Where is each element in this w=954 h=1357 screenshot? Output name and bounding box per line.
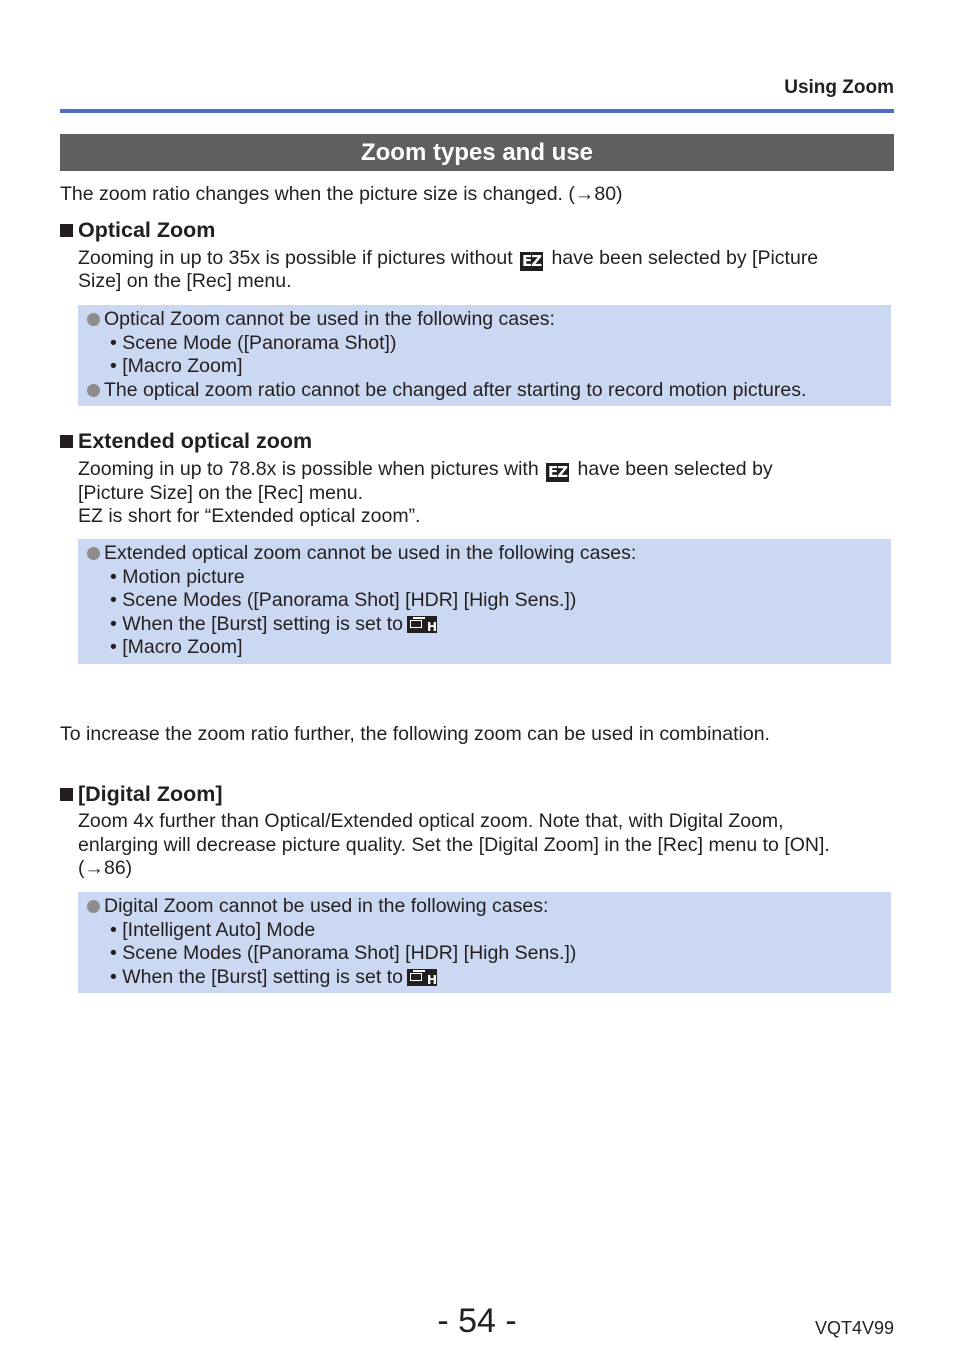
optical-zoom-body-line2: Size] on the [Rec] menu.: [78, 270, 292, 292]
extended-zoom-body-line3: EZ is short for “Extended optical zoom”.: [78, 505, 421, 527]
note-line: [87, 542, 891, 566]
digital-zoom-heading: [60, 781, 223, 807]
header-rule: [60, 109, 894, 113]
extended-body-text-post: have been selected by: [577, 458, 773, 480]
note-line: [87, 895, 891, 919]
note-line: • [Intelligent Auto] Mode: [110, 918, 316, 941]
ez-icon: EZ: [522, 252, 542, 270]
digital-zoom-heading-text: [Digital Zoom]: [78, 782, 223, 806]
digital-zoom-body-line1: Zoom 4x further than Optical/Extended optical zoom. Note that, with Digital Zoom,: [78, 810, 784, 832]
note-text: Extended optical zoom cannot be used in the following cases:: [104, 542, 637, 564]
extended-zoom-note: [78, 539, 891, 664]
note-text: Digital Zoom cannot be used in the following cases:: [104, 895, 549, 917]
optical-zoom-body-line1: [78, 247, 818, 271]
burst-high-icon: [407, 616, 437, 633]
note-line: • Scene Modes ([Panorama Shot] [HDR] [High Sens.]): [110, 589, 577, 612]
note-text: • When the [Burst] setting is set to: [110, 612, 403, 635]
section-label: Using Zoom: [784, 77, 894, 98]
intro-text: The zoom ratio changes when the picture size is changed. (→80): [60, 183, 623, 205]
extended-zoom-heading: [60, 428, 312, 454]
note-line: • [Macro Zoom]: [110, 355, 243, 378]
optical-body-text-pre: Zooming in up to 35x is possible if pictures without: [78, 247, 513, 269]
digital-zoom-note: [78, 892, 891, 993]
bullet-dot-icon: [87, 900, 100, 913]
square-bullet-icon: [60, 224, 73, 237]
digital-zoom-body-line3: (→86): [78, 857, 133, 879]
note-line: [87, 379, 891, 403]
optical-zoom-heading-text: Optical Zoom: [78, 218, 216, 242]
note-text: The optical zoom ratio cannot be changed after starting to record motion pictures.: [104, 378, 807, 401]
document-code: VQT4V99: [814, 1318, 894, 1338]
optical-zoom-note: [78, 305, 891, 406]
extended-body-text-pre: Zooming in up to 78.8x is possible when pictures with: [78, 458, 539, 480]
optical-zoom-heading: [60, 217, 215, 243]
note-line: [87, 613, 891, 637]
burst-letter: H: [426, 972, 437, 986]
note-line: • [Macro Zoom]: [110, 636, 243, 659]
page-title: Zoom types and use: [60, 134, 894, 171]
square-bullet-icon: [60, 788, 73, 801]
note-text: Optical Zoom cannot be used in the following cases:: [104, 308, 555, 330]
bullet-dot-icon: [87, 313, 100, 326]
extended-zoom-body-line1: [78, 458, 773, 482]
extended-zoom-body-line2: [Picture Size] on the [Rec] menu.: [78, 482, 364, 504]
bullet-dot-icon: [87, 547, 100, 560]
optical-body-text-post: have been selected by [Picture: [551, 247, 819, 269]
ez-icon: EZ: [548, 463, 568, 481]
bullet-dot-icon: [87, 384, 100, 397]
note-line: • Scene Modes ([Panorama Shot] [HDR] [High Sens.]): [110, 942, 577, 965]
note-line: [87, 966, 891, 990]
combination-text: To increase the zoom ratio further, the following zoom can be used in combination.: [60, 723, 770, 745]
digital-zoom-body-line2: enlarging will decrease picture quality. Set the [Digital Zoom] in the [Rec] menu to [ON].: [78, 834, 830, 856]
note-line: [87, 308, 891, 332]
extended-zoom-heading-text: Extended optical zoom: [78, 429, 313, 453]
note-text: • When the [Burst] setting is set to: [110, 965, 403, 988]
note-line: • Motion picture: [110, 565, 245, 588]
note-line: • Scene Mode ([Panorama Shot]): [110, 331, 397, 354]
burst-high-icon: [407, 969, 437, 986]
page-number: - 54 -: [437, 1302, 517, 1340]
square-bullet-icon: [60, 435, 73, 448]
burst-letter: H: [426, 619, 437, 633]
